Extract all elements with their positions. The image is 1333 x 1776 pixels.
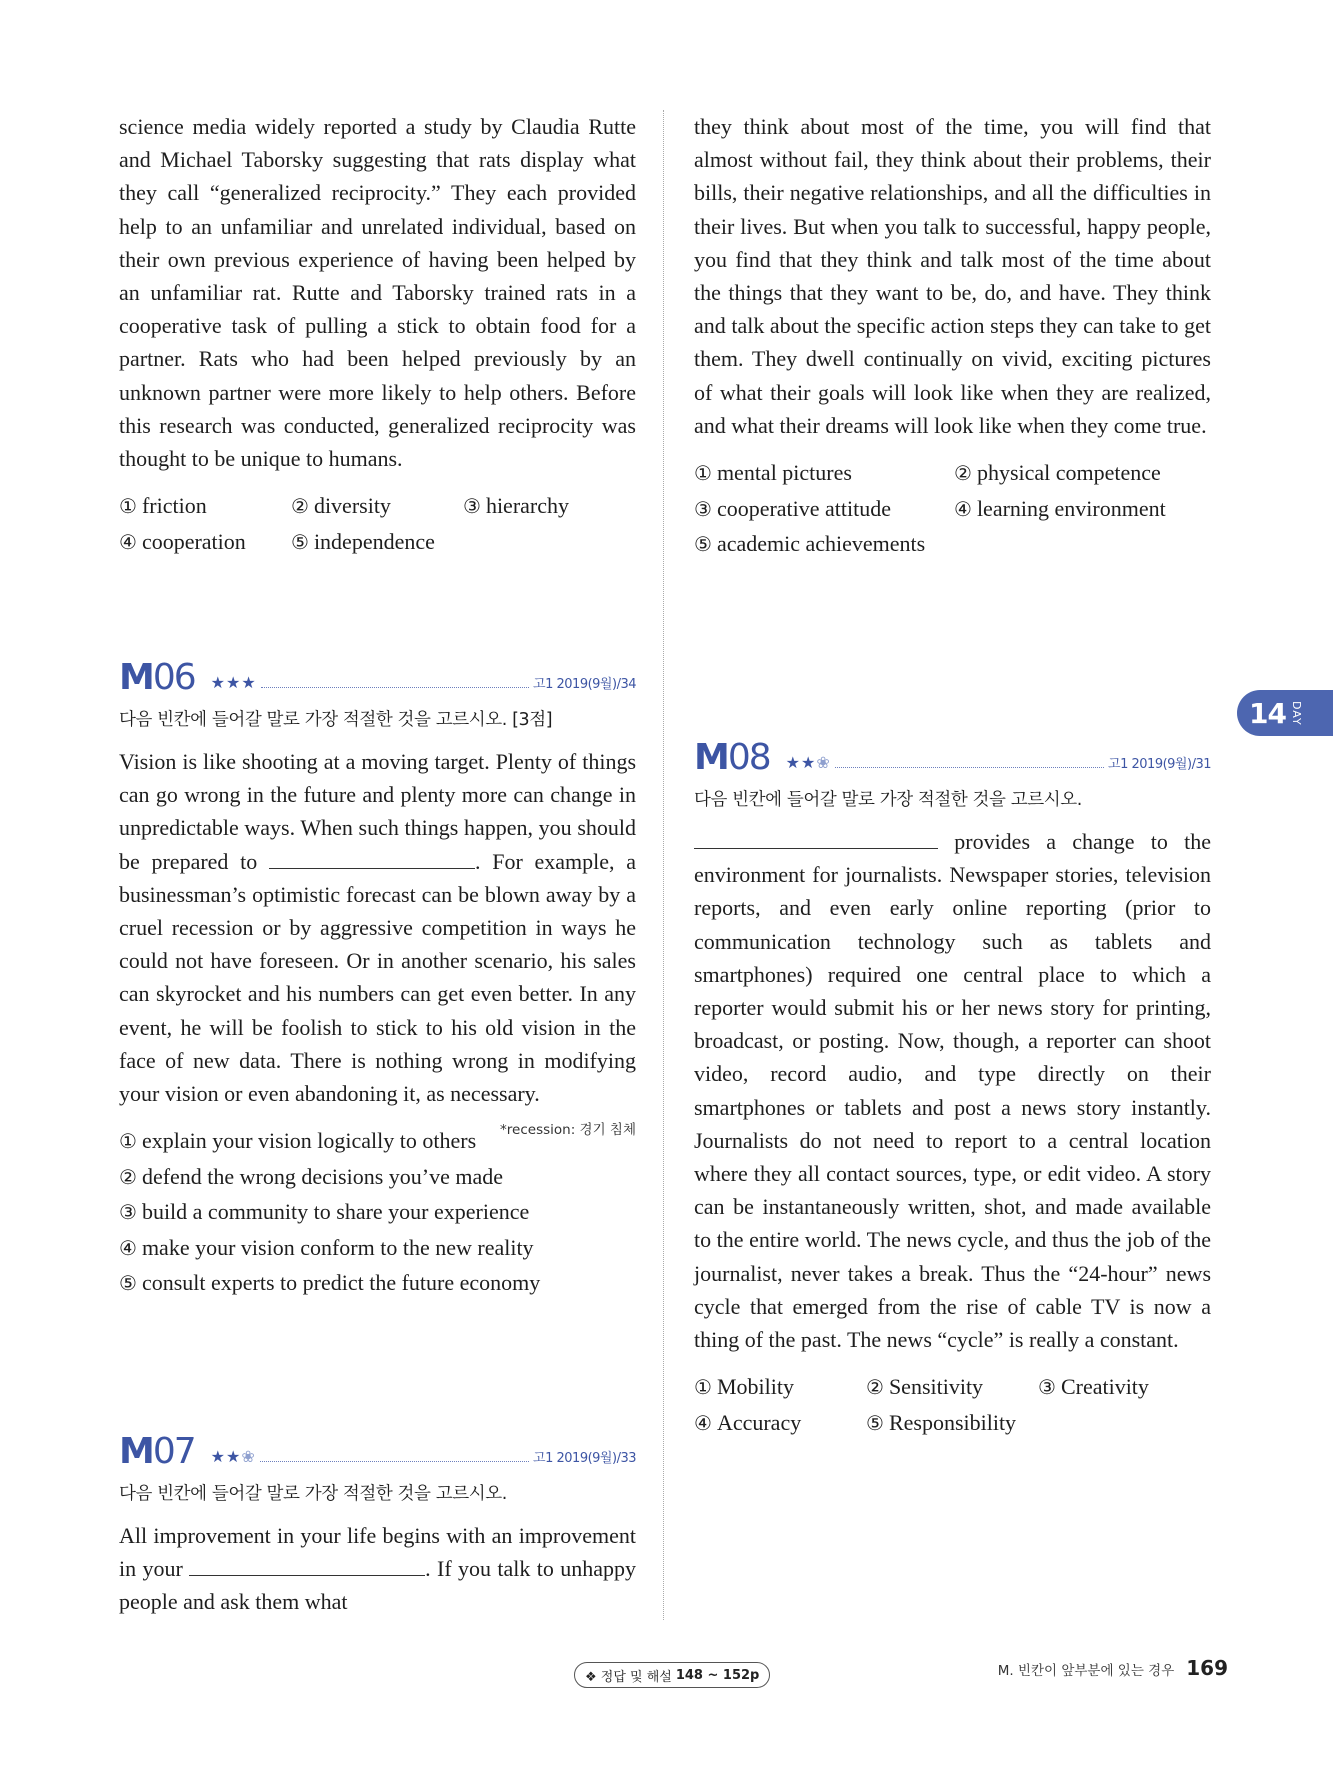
m08-options: [694, 1370, 1211, 1441]
m07-id: M07: [119, 1431, 195, 1472]
dotted-leader: [835, 767, 1104, 768]
option-5[interactable]: ⑤ Responsibility: [866, 1409, 1017, 1435]
option-1[interactable]: ① friction: [119, 493, 207, 519]
m06-header: [119, 652, 636, 696]
left-column: [119, 110, 636, 560]
m08-passage: provides a change to the environment for journalists. Newspaper stories, television reports, and even early online reporting (prior to communication technology such as tablets and smartphones) required one central place to which a reporter would submit his or her news story for printing, broadcast, or posting. Now, though, a reporter can shoot video, record audio, and type directly on their smartphones or tablets and post a news story instantly. Journalists do not need to report to a central location where they all contact sources, type, or edit video. A story can be instantaneously written, shot, and made available to the entire world. The news cycle, and thus the job of the journalist, never takes a break. Thus the “24-hour” news cycle that emerged from the rise of cable TV is now a thing of the past. The news “cycle” is really a constant.: [694, 829, 1211, 1353]
answer-blank: [189, 1555, 425, 1576]
column-divider: [663, 110, 664, 1620]
dotted-leader: [260, 1461, 529, 1462]
option-2[interactable]: ② defend the wrong decisions you’ve made: [119, 1163, 503, 1189]
answer-reference-badge: ❖ 정답 및 해설 148 ~ 152p: [574, 1662, 770, 1688]
answer-blank: [269, 848, 475, 869]
m06-footnote: *recession: 경기 침체: [500, 1122, 636, 1139]
option-1[interactable]: ① Mobility: [694, 1374, 794, 1400]
m08-header: [694, 732, 1211, 776]
option-3[interactable]: ③ hierarchy: [463, 493, 569, 519]
option-3[interactable]: ③ Creativity: [1038, 1374, 1149, 1400]
problem-m07: [119, 1426, 636, 1619]
m07-options: [694, 456, 1211, 563]
difficulty-stars: ★★★: [210, 673, 257, 692]
option-5[interactable]: ⑤ independence: [291, 528, 435, 554]
m07-source: 고1 2019(9월)/33: [533, 1451, 636, 1466]
m06-options: [119, 1124, 636, 1302]
m08-source: 고1 2019(9월)/31: [1108, 757, 1211, 772]
option-4[interactable]: ④ Accuracy: [694, 1409, 802, 1435]
m08-id: M08: [694, 737, 770, 778]
difficulty-stars: ★★❀: [785, 753, 831, 772]
m06-passage: Vision is like shooting at a moving target. Plenty of things can go wrong in the future and plenty more can change in unpredictable ways. When such things happen, you should be prepared to . For example, a businessman’s optimistic forecast can be blown away by a cruel recession or by aggressive competition in ways he could not have foreseen. Or in another scenario, his sales can skyrocket and his numbers can get even better. In any event, he will be foolish to stick to his old vision in the face of new data. There is nothing wrong in modifying your vision or even abandoning it, as necessary. *recession: 경기 침체: [119, 745, 636, 1110]
m07-passage-tail: they think about most of the time, you will find that almost without fail, they think about their problems, their bills, their negative relationships, and all the difficulties in their lives. But when you talk to successful, happy people, you find that they think and talk most of the time about the things that they want to be, do, and have. They think and talk about the specific action steps they can take to get them. They dwell continually on vivid, exciting pictures of what their goals will look like when they are realized, and what their dreams will look like when they come true.: [694, 114, 1211, 438]
m06-instruction: 다음 빈칸에 들어갈 말로 가장 적절한 것을 고르시오. [3점]: [119, 710, 553, 730]
option-2[interactable]: ② diversity: [291, 493, 391, 519]
answer-blank: [694, 828, 938, 849]
m06-id: M06: [119, 657, 195, 698]
option-4[interactable]: ④ make your vision conform to the new reality: [119, 1234, 534, 1260]
page-footer: [998, 1656, 1228, 1680]
m07-instruction: 다음 빈칸에 들어갈 말로 가장 적절한 것을 고르시오.: [119, 1484, 507, 1504]
problem-m06: [119, 652, 636, 1302]
m05-passage-tail: science media widely reported a study by Claudia Rutte and Michael Taborsky suggesting that rats display what they call “generalized reciprocity.” They each provided help to an unfamiliar and unrelated individual, based on their own previous experience of having been helped by an unfamiliar rat. Rutte and Taborsky trained rats in a cooperative task of pulling a stick to obtain food for a partner. Rats who had been helped previously by an unknown partner were more likely to help others. Before this research was conducted, generalized reciprocity was thought to be unique to humans.: [119, 114, 636, 472]
day-label: DAY: [1289, 700, 1303, 726]
m06-source: 고1 2019(9월)/34: [533, 677, 636, 692]
m07-header: [119, 1426, 636, 1470]
section-title: M. 빈칸이 앞부분에 있는 경우: [997, 1663, 1175, 1679]
option-3[interactable]: ③ build a community to share your experience: [119, 1199, 530, 1225]
problem-m08: [694, 732, 1211, 1441]
m08-instruction: 다음 빈칸에 들어갈 말로 가장 적절한 것을 고르시오.: [694, 790, 1082, 810]
m05-options: [119, 489, 636, 560]
right-column: [694, 110, 1211, 563]
option-4[interactable]: ④ learning environment: [954, 495, 1166, 521]
dotted-leader: [261, 687, 529, 688]
option-1[interactable]: ① mental pictures: [694, 460, 852, 486]
day-number: 14: [1249, 696, 1286, 730]
option-4[interactable]: ④ cooperation: [119, 528, 246, 554]
option-5[interactable]: ⑤ academic achievements: [694, 531, 926, 557]
option-5[interactable]: ⑤ consult experts to predict the future economy: [119, 1270, 541, 1296]
option-3[interactable]: ③ cooperative attitude: [694, 495, 892, 521]
option-2[interactable]: ② Sensitivity: [866, 1374, 984, 1400]
m07-passage: All improvement in your life begins with an improvement in your . If you talk to unhappy people and ask them what: [119, 1523, 636, 1615]
option-2[interactable]: ② physical competence: [954, 460, 1161, 486]
day-tab[interactable]: [1237, 690, 1333, 736]
page-number: 169: [1186, 1656, 1228, 1680]
option-1[interactable]: ① explain your vision logically to others: [119, 1128, 477, 1154]
difficulty-stars: ★★❀: [210, 1447, 256, 1466]
